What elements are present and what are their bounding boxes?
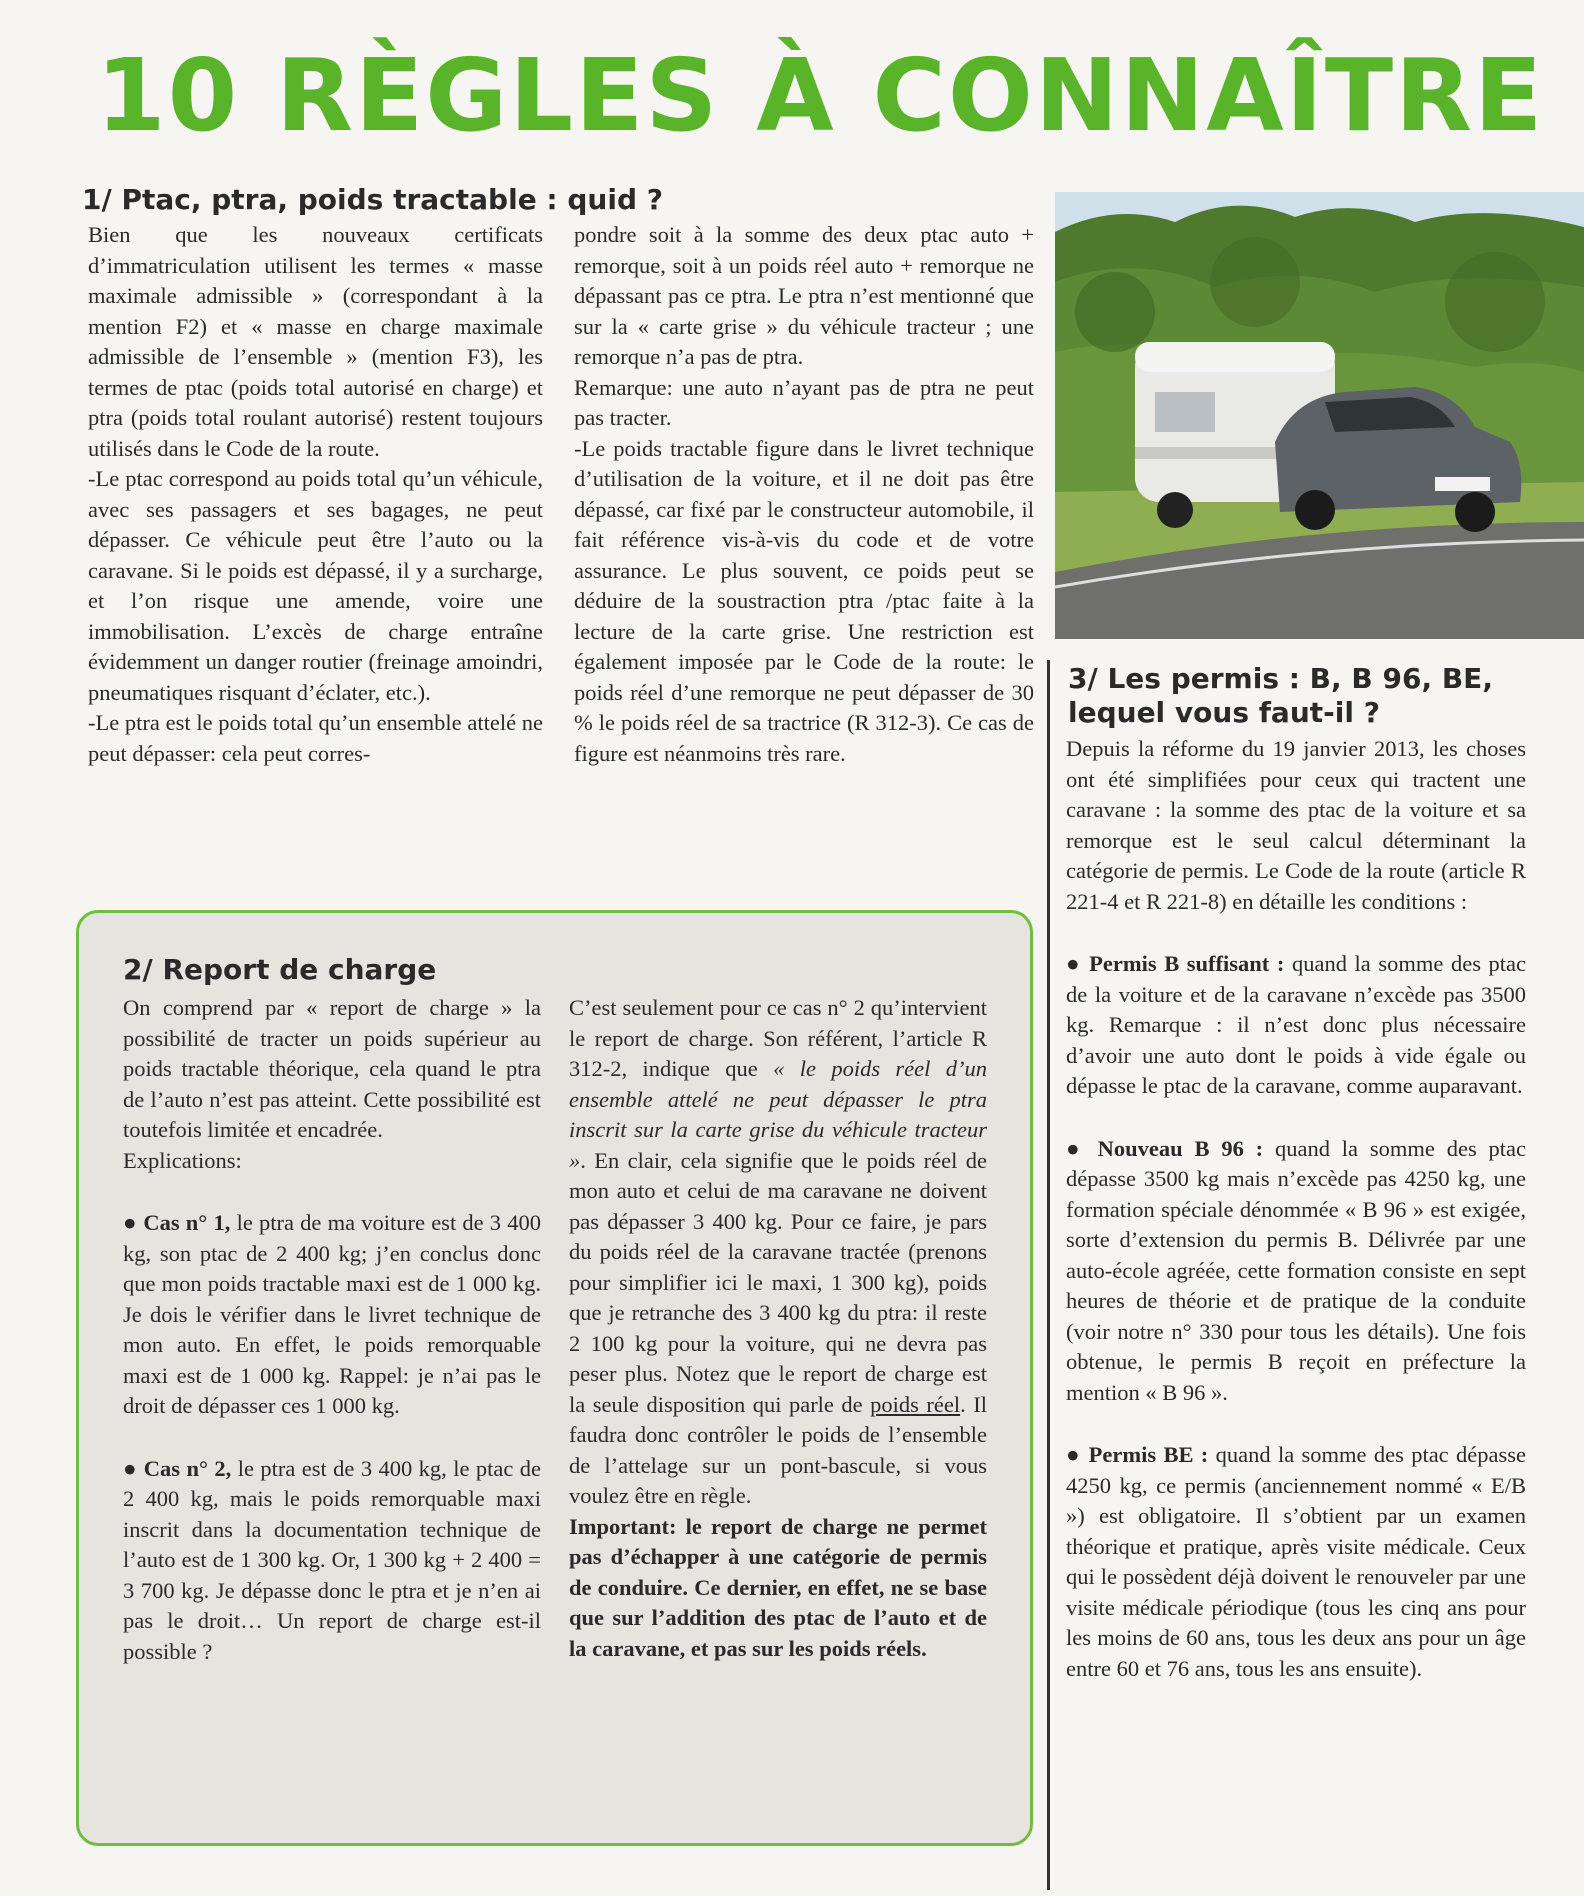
cas-1-paragraph: ● Cas n° 1, le ptra de ma voiture est de 3 400 kg, son ptac de 2 400 kg; j’en conclus donc que mon poids tractable maxi est de 1 000 kg. Je dois le vérifier dans le livret technique de mon auto. En effet, le poids remorquable maxi est de 1 000 kg. Rappel: je n’ai pas le droit de dépasser ces 1 000 kg. [123,1210,541,1418]
section-1-column-2 [574,220,1034,769]
paragraph: pondre soit à la somme des deux ptac auto + remorque, soit à un poids réel auto + remorque ne dépassant pas ce ptra. Le ptra n’est mentionné que sur la « carte grise » du véhicule tracteur ; une remorque n’a pas de ptra. [574,222,1034,369]
paragraph: Bien que les nouveaux certificats d’immatriculation utilisent les termes « masse maximale admissible » (correspondant à la mention F2) et « masse en charge maximale admissible de l’ensemble » (mention F3), les termes de ptac (poids total autorisé en charge) et ptra (poids total roulant autorisé) restent toujours utilisés dans le Code de la route. [88,222,543,461]
paragraph: -Le ptac correspond au poids total qu’un véhicule, avec ses passagers et ses bagages, ne peut dépasser. Ce véhicule peut être l’auto ou la caravane. Si le poids est dépassé, il y a surcharge, et l’on risque une amende, voire une immobilisation. L’excès de charge entraîne évidemment un danger routier (freinage amoindri, pneumatiques risquant d’éclater, etc.). [88,466,543,705]
report-paragraph: C’est seulement pour ce cas n° 2 qu’intervient le report de charge. Son référent, l’article R 312-2, indique que « le poids réel d’un ensemble attelé ne peut dépasser le ptra inscrit sur la carte grise du véhicule tracteur ». En clair, cela signifie que le poids réel de mon auto et celui de ma caravane ne doivent pas dépasser 3 400 kg. Pour ce faire, je pars du poids réel de la caravane tractée (prenons pour simplifier ici le maxi, 1 300 kg), poids que je retranche des 3 400 kg du ptra: il reste 2 100 kg pour la voiture, qui ne devra pas peser plus. Notez que le report de charge est la seule disposition qui parle de poids réel. Il faudra donc contrôler le poids de l’ensemble de l’attelage sur un pont-bascule, si vous voulez être en règle. [569,995,988,1508]
section-3-column [1066,734,1526,1684]
section-1-heading: 1/ Ptac, ptra, poids tractable : quid ? [82,183,663,216]
permis-b-paragraph: ● Permis B suffisant : quand la somme des ptac de la voiture et de la caravane n’excède pas 3500 kg. Remarque : il n’est donc plus nécessaire d’avoir une auto dont le poids à vide égale ou dépasse le ptac de la caravane, comme auparavant. [1066,951,1527,1098]
car-towing-caravan-illustration [1055,192,1584,639]
section-2-column-1 [123,993,541,1667]
paragraph: -Le ptra est le poids total qu’un ensemble attelé ne peut dépasser: cela peut corres- [88,710,543,766]
permis-b96-paragraph: ● Nouveau B 96 : quand la somme des ptac dépasse 3500 kg mais n’excède pas 4250 kg, une formation spéciale dénommée « B 96 » est exigée, sorte d’extension du permis B. Délivrée par une auto-école agréée, cette formation consiste en sept heures de théorie et de pratique de la conduite (voir notre n° 330 pour tous les détails). Une fois obtenue, le permis B reçoit en préfecture la mention « B 96 ». [1066,1135,1527,1405]
article-quote: « le poids réel d’un ensemble attelé ne peut dépasser le ptra inscrit sur la carte grise du véhicule tracteur » [569,1056,988,1173]
permis-be-paragraph: ● Permis BE : quand la somme des ptac dépasse 4250 kg, ce permis (anciennement nommé « E/B ») est obligatoire. Il s’obtient par un examen théorique et pratique, après visite médicale. Ceux qui le possèdent déjà doivent le renouveler par une visite médicale périodique (tous les cinq ans pour les moins de 60 ans, tous les deux ans pour un âge entre 60 et 76 ans, tous les ans ensuite). [1066,1442,1526,1681]
paragraph: Remarque: une auto n’ayant pas de ptra ne peut pas tracter. [574,374,1034,430]
cas-2-label: ● Cas n° 2, [123,1455,232,1481]
poids-reel-underline: poids réel [870,1391,961,1417]
intro-paragraph: Depuis la réforme du 19 janvier 2013, les choses ont été simplifiées pour ceux qui tractent une caravane : la somme des ptac de la voiture et sa remorque est le seul calcul déterminant la catégorie de permis. Le Code de la route (article R 221-4 et R 221-8) en détaille les conditions : [1066,736,1526,914]
caravan-photo [1055,192,1584,639]
permis-b96-label: ● Nouveau B 96 : [1066,1135,1264,1161]
explications-label: Explications: [123,1147,242,1173]
important-paragraph: Important: le report de charge ne permet pas d’échapper à une catégorie de permis de conduire. Ce dernier, en effet, ne se base que sur l’addition des ptac de l’auto et de la caravane, et pas sur les poids réels. [569,1513,987,1661]
paragraph: -Le poids tractable figure dans le livret technique d’utilisation de la voiture, et il ne doit pas être dépassé, car fixé par le constructeur automobile, il fait référence vis-à-vis du code et de votre assurance. Le plus souvent, ce poids peut se déduire de la soustraction ptra /ptac faite à la lecture de la carte grise. Une restriction est également imposée par le Code de la route: le poids réel d’une remorque ne peut dépasser de 30 % le poids réel de sa tractrice (R 312-3). Ce cas de figure est néanmoins très rare. [574,435,1034,766]
section-1-column-1 [88,220,543,769]
section-2-column-2 [569,993,987,1664]
section-2-heading: 2/ Report de charge [123,953,437,986]
section-2-box [76,910,1033,1846]
section-3-heading: 3/ Les permis : B, B 96, BE, lequel vous faut-il ? [1068,662,1493,729]
cas-1-label: ● Cas n° 1, [123,1210,231,1235]
page-title: 10 RÈGLES À CONNAÎTRE [96,37,1545,154]
cas-2-paragraph: ● Cas n° 2, le ptra est de 3 400 kg, le ptac de 2 400 kg, mais le poids remorquable maxi inscrit dans la documentation technique de l’auto est de 1 300 kg. Or, 1 300 kg + 2 400 = 3 700 kg. Je dépasse donc le ptra et je n’en ai pas le droit… Un report de charge est-il possible ? [123,1455,541,1664]
permis-b-label: ● Permis B suffisant : [1066,951,1285,976]
column-divider [1047,660,1050,1890]
intro-paragraph: On comprend par « report de charge » la possibilité de tracter un poids supérieur au poids tractable théorique, cela quand le ptra de l’auto n’est pas atteint. Cette possibilité est toutefois limitée et encadrée. [123,995,541,1142]
permis-be-label: ● Permis BE : [1066,1442,1209,1467]
